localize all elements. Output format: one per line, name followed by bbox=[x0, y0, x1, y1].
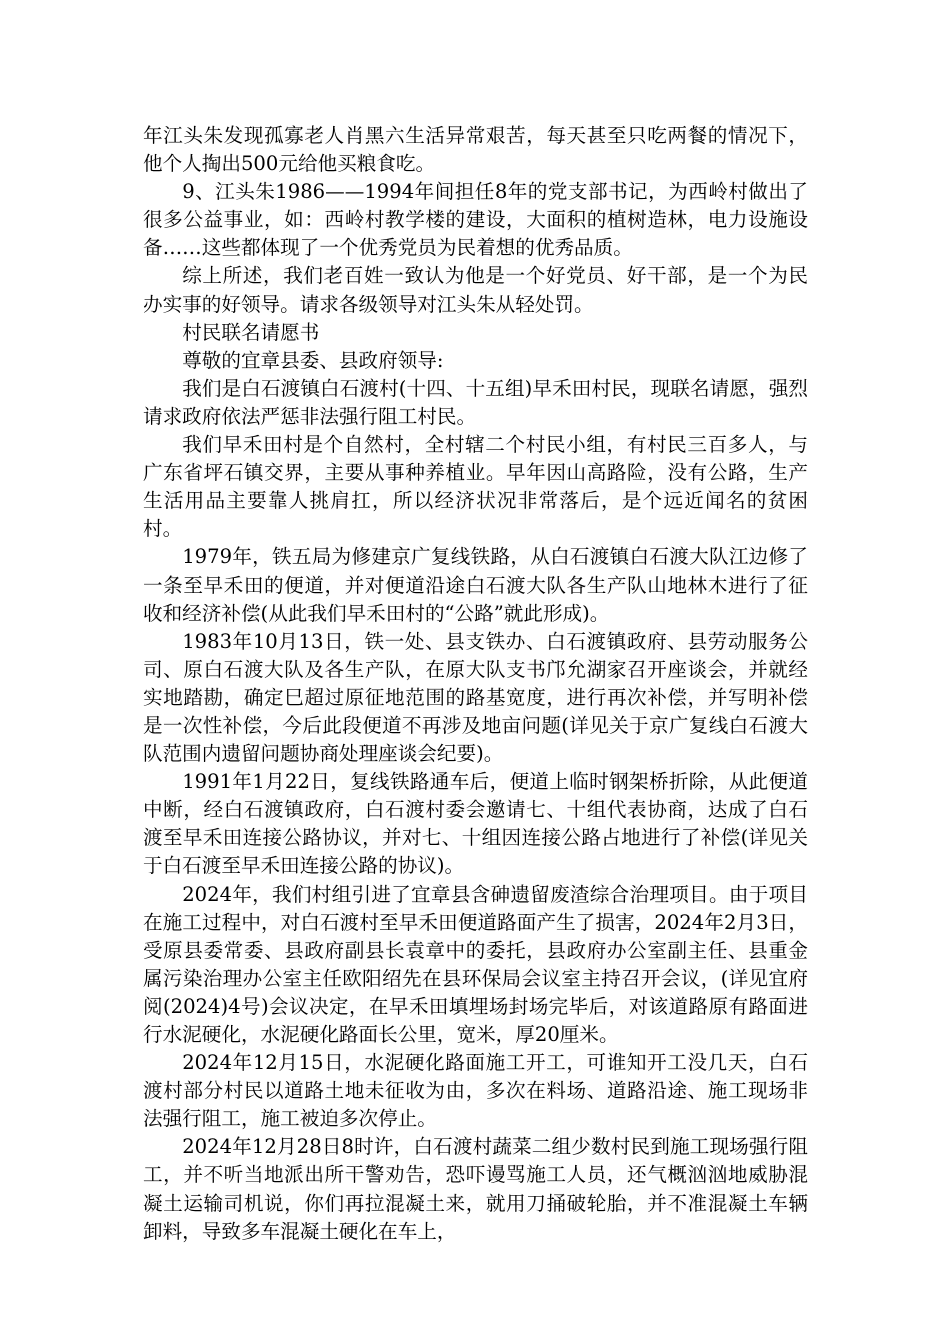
paragraph-11: 2024年，我们村组引进了宜章县含砷遗留废渣综合治理项目。由于项目在施工过程中，对白石渡村至早禾田便道路面产生了损害，2024年2月3日，受原县委常委、县政府副县长袁章中的委托，县政府办公室副主任、县重金属污染治理办公室主任欧阳绍先在县环保局会议室主持召开会议，(详见宜府阅(2024)4号)会议决定，在早禾田填埋场封场完毕后，对该道路原有路面进行水泥硬化，水泥硬化路面长公里，宽米，厚20厘米。 bbox=[143, 882, 808, 1046]
paragraph-1: 年江头朱发现孤寡老人肖黑六生活异常艰苦，每天甚至只吃两餐的情况下，他个人掏出500元给他买粮食吃。 bbox=[143, 124, 808, 176]
document-page bbox=[143, 122, 808, 1246]
petition-title: 村民联名请愿书 bbox=[182, 320, 320, 344]
paragraph-8: 1979年，铁五局为修建京广复线铁路，从白石渡镇白石渡大队江边修了一条至早禾田的便道，并对便道沿途白石渡大队各生产队山地林木进行了征收和经济补偿(从此我们早禾田村的“公路”就此形成)。 bbox=[143, 545, 808, 625]
paragraph-7: 我们早禾田村是个自然村，全村辖二个村民小组，有村民三百多人，与广东省坪石镇交界，主要从事种养植业。早年因山高路险，没有公路，生产生活用品主要靠人挑肩扛，所以经济状况非常落后，是个远近闻名的贫困村。 bbox=[143, 433, 808, 541]
paragraph-2: 9、江头朱1986——1994年间担任8年的党支部书记，为西岭村做出了很多公益事业，如：西岭村教学楼的建设，大面积的植树造林，电力设施设备……这些都体现了一个优秀党员为民着想的优秀品质。 bbox=[143, 180, 808, 260]
paragraph-9: 1983年10月13日，铁一处、县支铁办、白石渡镇政府、县劳动服务公司、原白石渡大队及各生产队，在原大队支书邝允湖家召开座谈会，并就经实地踏勘，确定巳超过原征地范围的路基宽度，进行再次补偿，并写明补偿是一次性补偿，今后此段便道不再涉及地亩问题(详见关于京广复线白石渡大队范围内遗留问题协商处理座谈会纪要)。 bbox=[143, 629, 808, 766]
paragraph-6: 我们是白石渡镇白石渡村(十四、十五组)早禾田村民，现联名请愿，强烈请求政府依法严惩非法强行阻工村民。 bbox=[143, 376, 808, 428]
paragraph-13: 2024年12月28日8时许，白石渡村蔬菜二组少数村民到施工现场强行阻工，并不听当地派出所干警劝告，恐吓谩骂施工人员，还气概汹汹地威胁混凝土运输司机说，你们再拉混凝土来，就用刀捅破轮胎，并不准混凝土车辆卸料，导致多车混凝土硬化在车上， bbox=[143, 1135, 808, 1243]
salutation: 尊敬的宜章县委、县政府领导: bbox=[182, 348, 444, 372]
paragraph-3: 综上所述，我们老百姓一致认为他是一个好党员、好干部，是一个为民办实事的好领导。请求各级领导对江头朱从轻处罚。 bbox=[143, 264, 808, 316]
paragraph-10: 1991年1月22日，复线铁路通车后，便道上临时钢架桥折除，从此便道中断，经白石渡镇政府，白石渡村委会邀请七、十组代表协商，达成了白石渡至早禾田连接公路协议，并对七、十组因连接公路占地进行了补偿(详见关于白石渡至早禾田连接公路的协议)。 bbox=[143, 770, 808, 878]
paragraph-12: 2024年12月15日，水泥硬化路面施工开工，可谁知开工没几天，白石渡村部分村民以道路土地未征收为由，多次在料场、道路沿途、施工现场非法强行阻工，施工被迫多次停止。 bbox=[143, 1051, 808, 1131]
